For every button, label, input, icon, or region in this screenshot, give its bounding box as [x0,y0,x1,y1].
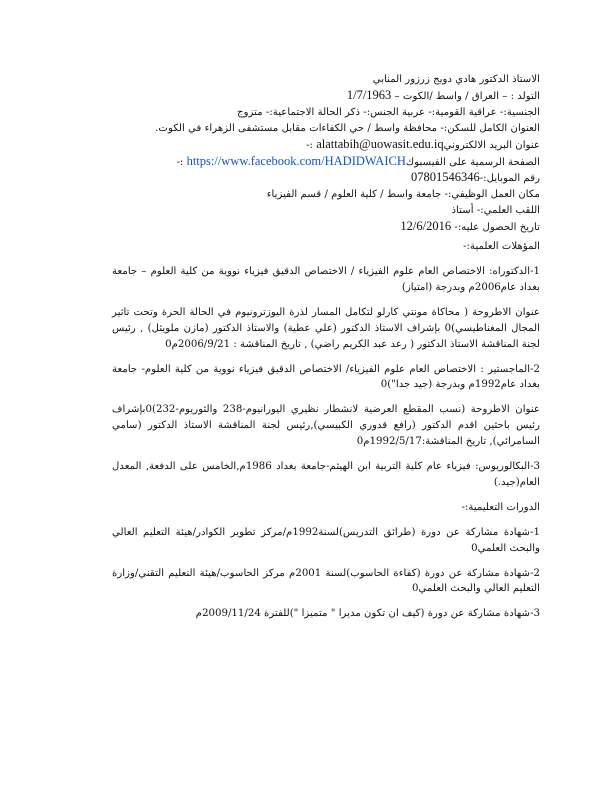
courses-heading: الدورات التعليمية:- [461,501,540,513]
nationality-line: الجنسية:- عراقية القومية:- عربية الجنس:- ذكر الحالة الاجتماعية:- متزوج [237,106,540,118]
course-item: 3-شهادة مشاركة عن دورة (كيف ان تكون مديرا " متميزا ")للفترة 2009/11/24م [195,608,540,620]
qualification-msc: 2-الماجستير : الاختصاص العام علوم الفيزياء/ الاختصاص الدقيق فيزياء نووية من كلية العلوم- جامعة بغداد عام1992م وبدرجة (جيد جدا")0 [112,363,540,391]
mobile-line [112,170,540,187]
qualification-phd: 1-الدكتوراه: الاختصاص العام علوم الفيزياء / الاختصاص الدقيق فيزياء نووية من كلية العلوم – جامعة بغداد عام2006م وبدرجة (امتياز) [112,265,540,293]
course-item: 2-شهادة مشاركة عن دورة (كفاءة الحاسوب)لسنة 2001م مركز الحاسوب/هيئة التعليم التقني/وزارة التعليم العالي والبحث العلمي0 [112,567,540,595]
facebook-link[interactable]: https://www.facebook.com/HADIDWAICH [186,153,406,168]
qualification-bsc: 3-البكالوريوس: فيزياء عام كلية التربية ابن الهيثم-جامعة بغداد 1986م,الخامس على الدفعة, المعدل العام(جيد.) [112,461,540,488]
title-date-value: 12/6/2016 [400,219,452,234]
address-line: العنوان الكامل للسكن:- محافظة واسط / حي الكفاءات مقابل مستشفى الزهراء في الكوت. [155,122,540,134]
cv-content [112,72,540,622]
title-date-line [112,219,540,236]
mobile-value: 07801546346 [410,170,480,185]
birth-date: 1/7/1963 [346,87,392,102]
qualifications-heading: المؤهلات العلمية:- [463,241,540,253]
email-value[interactable]: alattabih@uowasit.edu.iq [316,136,444,151]
workplace-line: مكان العمل الوظيفي:- جامعة واسط / كلية العلوم / قسم الفيزياء [266,189,540,201]
facebook-label: الصفحة الرسمية على الفيسبوك [405,156,540,168]
birth-line [112,88,540,105]
email-label: عنوان البريد الالكتروني [443,139,540,151]
email-suffix: :- [306,139,313,151]
mobile-label: رقم الموبايل:- [479,173,540,185]
course-item: 1-شهادة مشاركة عن دورة (طرائق التدريس)لسنة1992م/مركز تطوير الكوادر/هيئة التعليم العالي والبحث العلمي0 [112,526,540,554]
qualification-msc-thesis: عنوان الاطروحة (نسب المقطع العرضية لانشطار نظيري اليورانيوم-238 والثوريوم-232)0بإشراف رئيس باحثين اقدم الدكتور (رافع قدوري الكبيسي),رئيس لجنة المناقشة الاستاذ الدكتور (سامي السامرائي), تاريخ المناقشة:1992/5/17م0 [112,404,540,448]
qualification-phd-thesis: عنوان الاطروحة ( محاكاة مونتي كارلو لتكامل المسار لذرة اليوزترونيوم في الحالة الحرة وتحت تاثير المجال المغناطيسي)0 بإشراف الاستاذ الدكتور (علي عطية) والاستاذ الدكتور (مازن ملويثل) , رئيس لجنة المناقشة الاستاذ الدكتور ( رعد عبد الكريم راضي) , تاريخ المناقشة : 2006/9/21م0 [112,306,540,350]
facebook-line [112,154,540,171]
facebook-suffix: :- [176,156,184,168]
birth-label: التولد : – العراق / واسط /الكوت – [394,90,540,102]
email-line [112,137,540,154]
academic-title-line: اللقب العلمي:- أستاذ [451,205,540,217]
name-line: الاستاذ الدكتور هادي دويج زرزور المنابي [372,74,540,85]
title-date-label: تاريخ الحصول عليه:- [454,222,540,234]
